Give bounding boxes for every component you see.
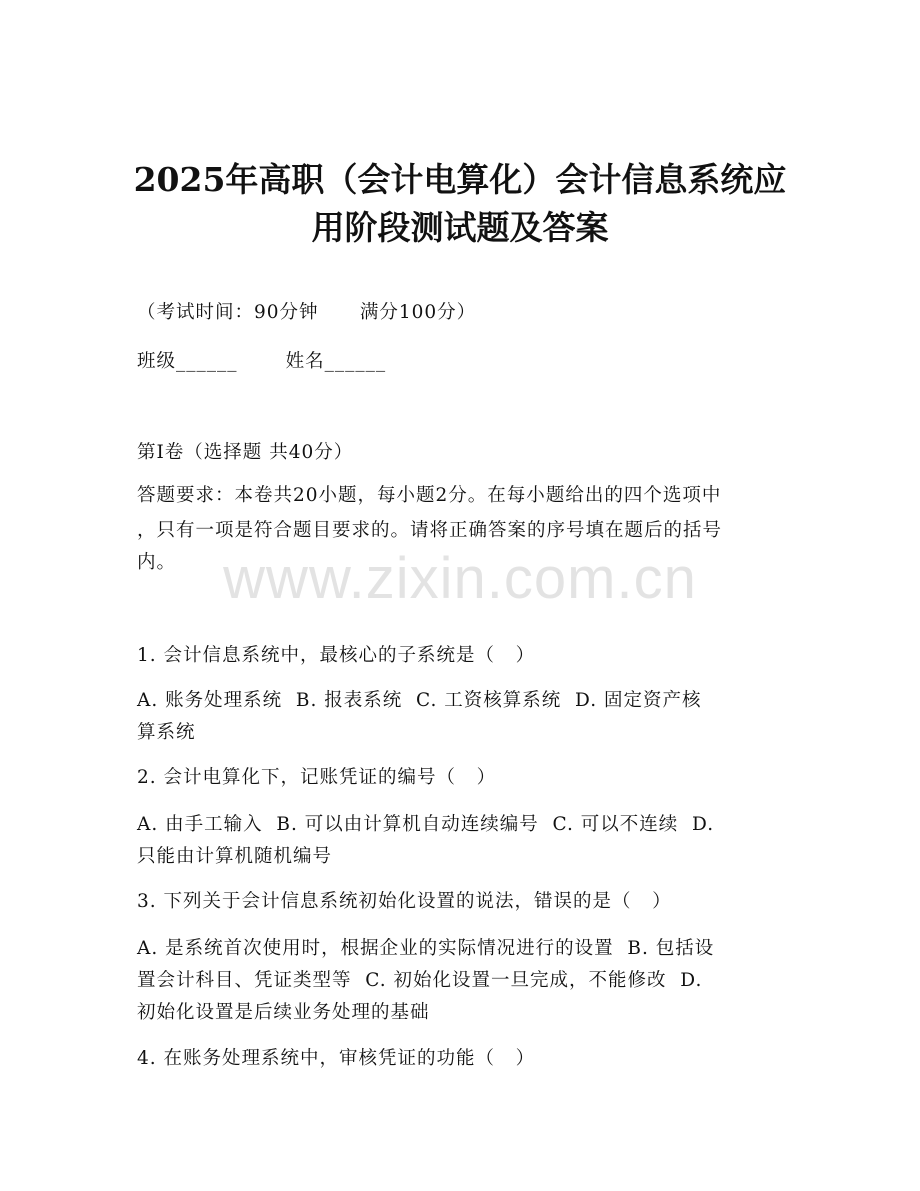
- question-stem: 2. 会计电算化下，记账凭证的编号（ ）: [137, 767, 497, 788]
- exam-info: （考试时间：90分钟 满分100分）: [137, 302, 477, 323]
- instructions-line: 内。: [137, 552, 177, 573]
- document-title-line-2: 用阶段测试题及答案: [311, 208, 609, 247]
- class-name-fields: 班级______ 姓名______: [137, 351, 387, 372]
- instructions-line: ，只有一项是符合题目要求的。请将正确答案的序号填在题后的括号: [137, 520, 723, 541]
- section-heading: 第I卷（选择题 共40分）: [137, 442, 354, 463]
- question-options: A. 由手工输入 B. 可以由计算机自动连续编号 C. 可以不连续 D.: [137, 814, 715, 835]
- document-title-line-1: 2025年高职（会计电算化）会计信息系统应: [133, 160, 787, 199]
- watermark: www.zixin.com.cn: [223, 546, 697, 611]
- question-options: 只能由计算机随机编号: [137, 846, 333, 867]
- question-options: A. 账务处理系统 B. 报表系统 C. 工资核算系统 D. 固定资产核: [137, 690, 702, 711]
- question-stem: 4. 在账务处理系统中，审核凭证的功能（ ）: [137, 1048, 536, 1069]
- question-options: 置会计科目、凭证类型等 C. 初始化设置一旦完成，不能修改 D.: [137, 970, 703, 991]
- question-options: A. 是系统首次使用时，根据企业的实际情况进行的设置 B. 包括设: [137, 938, 715, 959]
- question-options: 算系统: [137, 722, 196, 743]
- question-options: 初始化设置是后续业务处理的基础: [137, 1002, 430, 1023]
- question-stem: 3. 下列关于会计信息系统初始化设置的说法，错误的是（ ）: [137, 891, 672, 912]
- instructions-line: 答题要求：本卷共20小题，每小题2分。在每小题给出的四个选项中: [137, 485, 722, 506]
- question-stem: 1. 会计信息系统中，最核心的子系统是（ ）: [137, 645, 536, 666]
